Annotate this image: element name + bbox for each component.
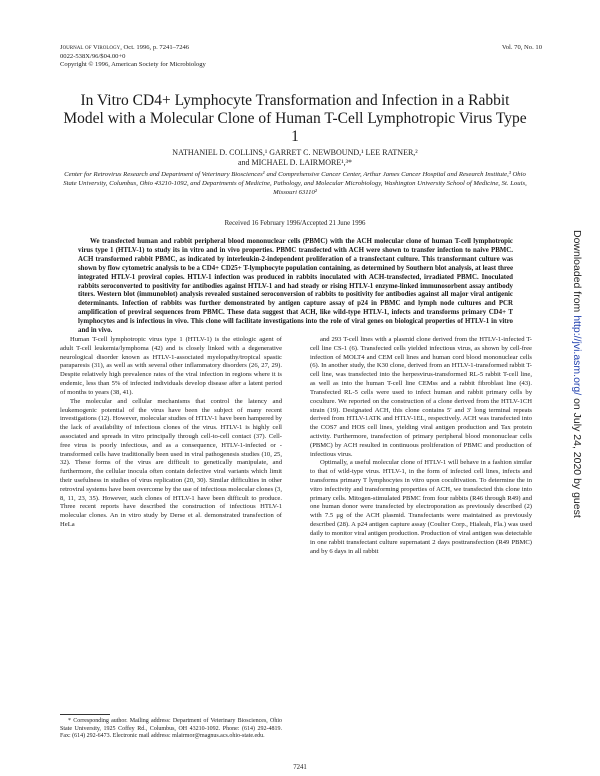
download-watermark [571, 230, 583, 518]
author-list [60, 148, 530, 168]
authors-line-1: NATHANIEL D. COLLINS,¹ GARRET C. NEWBOUND,¹ LEE RATNER,² [172, 148, 418, 157]
download-suffix: on July 24, 2020 by guest [571, 395, 583, 518]
volume-number: Vol. 70, No. 10 [501, 44, 542, 51]
abstract: We transfected human and rabbit peripheral blood mononuclear cells (PBMC) with the ACH molecular clone of human T-cell lymphotropic virus type 1 (HTLV-1) to study its in vitro and in vivo properties. PBMC transfected with ACH were shown to transfer infection to naive PBMC. ACH transformed rabbit PBMC, as indicated by interleukin-2-independent proliferation of a transfectant culture. This transformant culture was shown by flow cytometric analysis to be a CD4+ CD25+ T-lymphocyte population containing, as determined by Southern blot analysis, at least three integrated HTLV-1 proviral copies. HTLV-1 infection was produced in rabbits inoculated with ACH-transfected, irradiated PBMC. Inoculated rabbits seroconverted to positivity for antibodies against HTLV-1 and had steady or rising HTLV-1 enzyme-linked immunosorbent assay antibody titers. Western blot (immunoblot) analysis revealed sustained seroconversion of rabbits to positivity for antibodies against all major viral antigenic determinants. Infection of rabbits was further demonstrated by antigen capture assay of p24 in PBMC and lymph node cultures and PCR amplification of proviral sequences from PBMC. These data suggest that ACH, like wild-type HTLV-1, infects and transforms primary CD4+ T lymphocytes and is infectious in vivo. This clone will facilitate investigations into the role of viral genes on biological properties of HTLV-1 in vitro and in vivo. [78, 238, 513, 335]
body-paragraph: Optimally, a useful molecular clone of HTLV-1 will behave in a fashion similar to that of wild-type virus. HTLV-1, in the form of infected cell lines, infects and transforms primary T lymphocytes in vitro upon cocultivation. To determine the in vitro infectivity and transforming properties of ACH, we transfected this clone into primary cells. Mitogen-stimulated PBMC from four rabbits (R46 through R49) and one human donor were transfected by electroporation as previously described (2) with 7.5 μg of the ACH plasmid. Transfectants were maintained as previously described (28). A p24 antigen capture assay (Coulter Corp., Hialeah, Fla.) was used daily to monitor viral antigen production. Production of viral antigen was detectable in one rabbit transfectant culture supernatant 2 days posttransfection (R49 PBMC) and by 6 days in all rabbit [310, 459, 532, 555]
copyright: Copyright © 1996, American Society for Microbiology [60, 61, 206, 69]
body-column-left [60, 336, 282, 706]
page-number: 7241 [293, 764, 307, 771]
running-header [60, 44, 206, 70]
body-column-right [310, 336, 532, 762]
article-title: In Vitro CD4+ Lymphocyte Transformation and Infection in a Rabbit Model with a Molecular Clone of Human T-Cell Lymphotropic Virus Type 1 [63, 92, 527, 145]
affiliations: Center for Retrovirus Research and Department of Veterinary Biosciences¹ and Comprehensive Cancer Center, Arthur James Cancer Hospital and Research Institute,³ Ohio State University, Columbus, Ohio 43210-1092, and Departments of Medicine, Pathology, and Molecular Microbiology, Washington University School of Medicine, St. Louis, Missouri 63110² [63, 171, 527, 197]
download-prefix: Downloaded from [571, 230, 583, 316]
received-accepted-dates: Received 16 February 1996/Accepted 21 June 1996 [224, 220, 366, 227]
journal-link[interactable]: http://jvi.asm.org/ [571, 315, 583, 396]
corresponding-author-footnote: * Corresponding author. Mailing address: Department of Veterinary Biosciences, Ohio State University, 1925 Coffey Rd., Columbus, OH 43210-1092. Phone: (614) 292-4819. Fax: (614) 292-6473. Electronic mail address: mlairmor@magnus.acs.ohio-state.edu. [60, 718, 282, 740]
issn: 0022-538X/96/$04.00+0 [60, 52, 126, 60]
body-paragraph: and 293 T-cell lines with a plasmid clone derived from the HTLV-1-infected T-cell line CS-1 (6). Transfected cells yielded infectious virus, as shown by cell-free infection of MOLT4 and CEM cell lines and human cord blood mononuclear cells (6). In another study, the K30 clone, derived from an HTLV-1-transformed rabbit T-cell line, was transfected into the herpesvirus-transformed RL-5 rabbit T-cell line, as well as into the human T-cell line CEMss and a rabbit fibroblast line (43). Transfected RL-5 cells were used to infect human and rabbit primary cells by coculture. We reported on the construction of a clone derived from the HTLV-1CH strain (19). Designated ACH, this clone contains 5′ and 3′ long terminal repeats derived from HTLV-1ATK and HTLV-1EL, respectively. ACH was transfected into the COS7 and HOS cell lines, yielding viral antigen production and Tax protein activity. Furthermore, transfection of primary peripheral blood mononuclear cells (PBMC) by ACH resulted in continuous proliferation of PBMC and production of infectious virus. [310, 336, 532, 458]
body-paragraph: Human T-cell lymphotropic virus type 1 (HTLV-1) is the etiologic agent of adult T-cell leukemia/lymphoma (42) and is closely linked with a degenerative neurological disorder known as HTLV-1-associated myelopathy/tropical spastic paraparesis (31), as well as with several other inflammatory disorders (26, 27, 29). Despite relatively high prevalence rates of the viral infection in regions where it is endemic, less than 5% of infected individuals develop disease after a latent period of months to years (38, 41). [60, 336, 282, 396]
body-paragraph: The molecular and cellular mechanisms that control the latency and leukemogenic potential of the virus have been the subject of many recent investigations (12). However, molecular studies of HTLV-1 have been hampered by the lack of availability of infectious clones of the virus. HTLV-1 is highly cell associated and spreads in vitro principally through cell-to-cell contact (37). Cell-free virus is poorly infectious, and as a consequence, HTLV-1-infected or -transformed cells have traditionally been used in viral pathogenesis studies (10, 25, 32). These forms of the virus are difficult to genetically manipulate, and furthermore, the cellular inocula often contain defective viral variants which limit their usefulness in studies of virus replication (20, 30). Similar difficulties in other retroviral systems have been overcome by the use of infectious molecular clones (3, 8, 11, 23, 35). However, such clones of HTLV-1 have been difficult to produce. Three recent reports have described the construction of infectious HTLV-1 molecular clones. An in vitro study by Derse et al. demonstrated transfection of HeLa [60, 397, 282, 529]
journal-citation [60, 44, 206, 53]
issue-date-pages: , Oct. 1996, p. 7241–7246 [120, 44, 190, 51]
authors-line-2: and MICHAEL D. LAIRMORE¹,³* [237, 158, 353, 167]
journal-name: Journal of Virology [60, 44, 121, 51]
footnote-divider [60, 714, 110, 715]
